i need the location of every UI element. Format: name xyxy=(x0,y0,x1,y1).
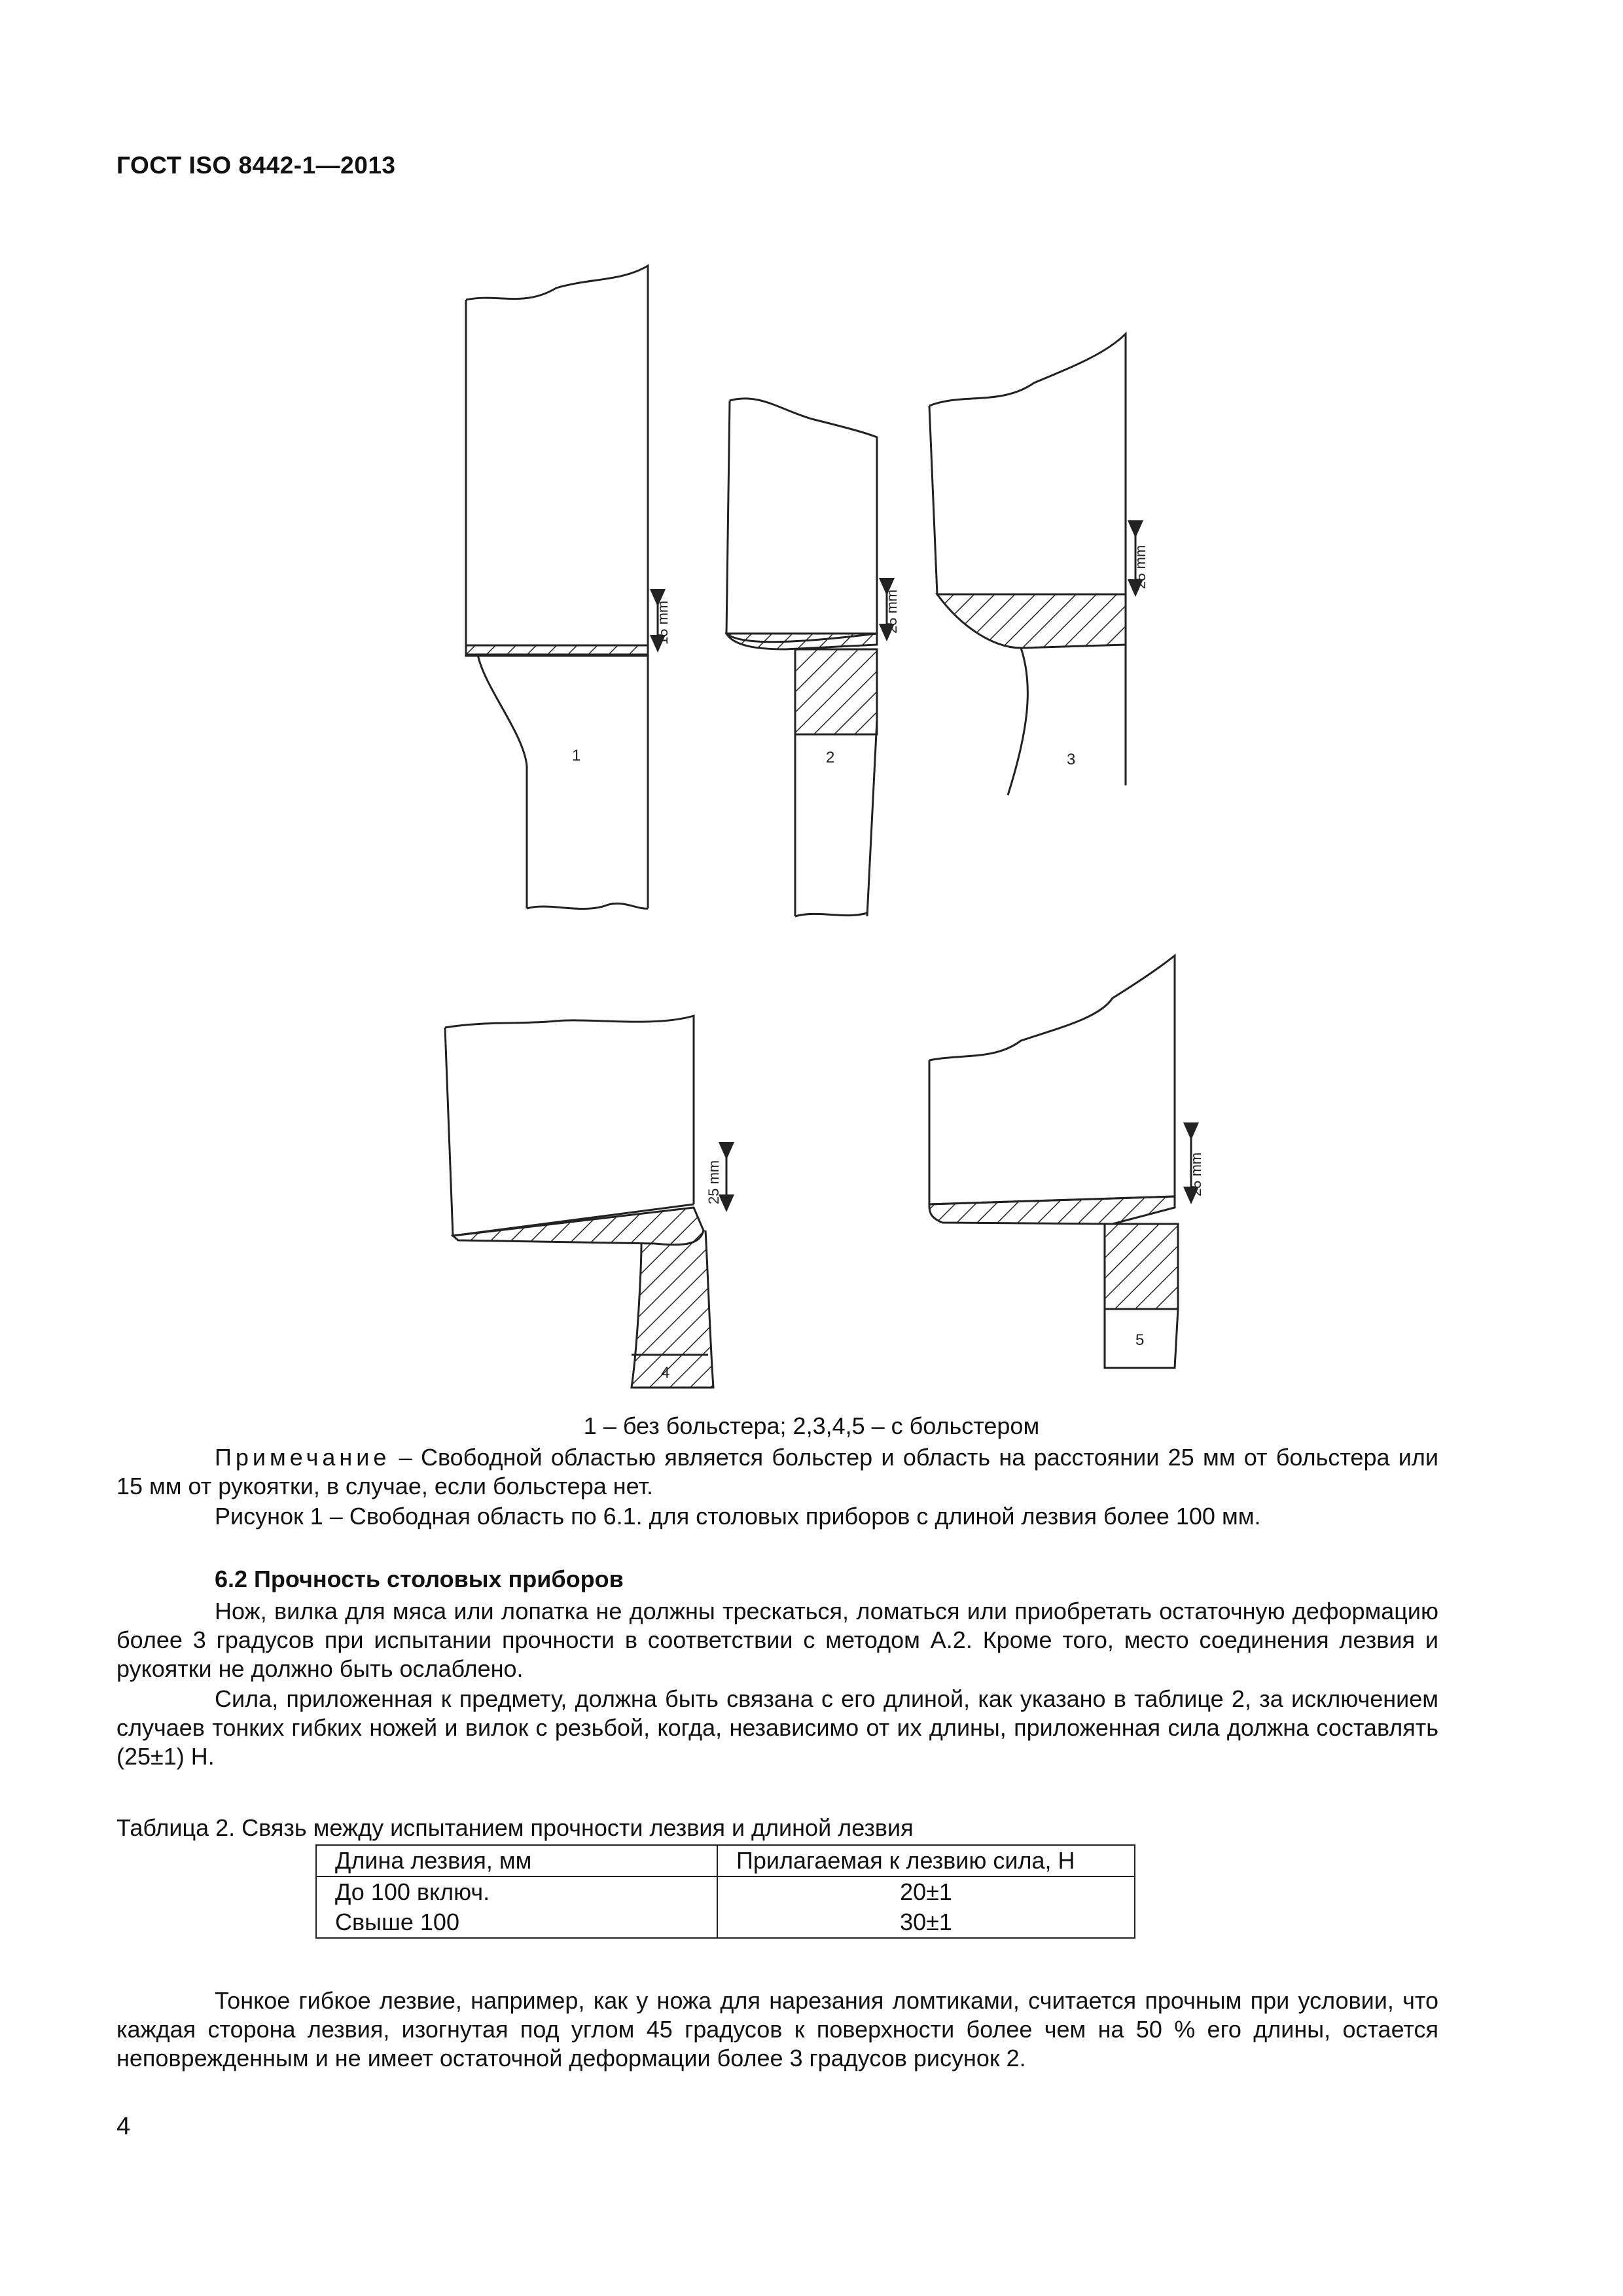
table-header-cell: Длина лезвия, мм xyxy=(316,1845,717,1876)
figure-note xyxy=(116,1443,1438,1501)
drawing-label: 3 xyxy=(1067,751,1076,768)
document-header: ГОСТ ISO 8442-1—2013 xyxy=(116,152,396,179)
drawing-label: 2 xyxy=(826,749,835,766)
table-cell-text: Свыше 100 xyxy=(335,1909,459,1935)
drawing-3 xyxy=(929,334,1135,795)
table-cell-text: До 100 включ. xyxy=(335,1878,490,1905)
paragraph: Сила, приложенная к предмету, должна быть связана с его длиной, как указано в таблице 2, за исключением случаев тонких гибких ножей и вилок с резьбой, когда, независимо от их длины, приложенная сила должна составлять (25±1) Н. xyxy=(116,1685,1438,1770)
table-header-row xyxy=(316,1845,1135,1876)
table-header-cell: Прилагаемая к лезвию сила, Н xyxy=(717,1845,1135,1876)
dim-label-25mm: 25 mm xyxy=(705,1160,722,1204)
page-number: 4 xyxy=(116,2113,131,2140)
table-cell-text: 20±1 xyxy=(900,1878,952,1905)
drawing-5 xyxy=(929,956,1191,1368)
table-row xyxy=(316,1907,1135,1938)
drawing-1 xyxy=(466,266,658,908)
table-row xyxy=(316,1876,1135,1907)
note-label: Примечание xyxy=(215,1444,391,1471)
drawing-4 xyxy=(445,1016,726,1388)
paragraph: Тонкое гибкое лезвие, например, как у ножа для нарезания ломтиками, считается прочным при условии, что каждая сторона лезвия, изогнутая под углом 45 градусов к поверхности более чем на 50 % его длины, остается неповрежденным и не имеет остаточной деформации более 3 градусов рисунок 2. xyxy=(116,1987,1438,2072)
table-cell xyxy=(717,1876,1135,1907)
table-caption: Таблица 2. Связь между испытанием прочности лезвия и длиной лезвия xyxy=(116,1814,914,1841)
dim-label-25mm: 25 mm xyxy=(883,589,900,634)
note-text: – Свободной областью является больстер и область на расстоянии 25 мм от больстера или 15 мм от рукоятки, в случае, если больстера нет. xyxy=(116,1444,1438,1499)
figure-legend: 1 – без больстера; 2,3,4,5 – с больстером xyxy=(583,1412,1040,1439)
table-2 xyxy=(315,1844,1135,1939)
table-cell xyxy=(316,1907,717,1938)
section-title: 6.2 Прочность столовых приборов xyxy=(215,1566,624,1592)
table-cell-text: 30±1 xyxy=(900,1909,952,1935)
drawing-2 xyxy=(726,399,887,916)
paragraph: Нож, вилка для мяса или лопатка не должны трескаться, ломаться или приобретать остаточную деформацию более 3 градусов при испытании прочности в соответствии с методом А.2. Кроме того, место соединения лезвия и рукоятки не должно быть ослаблено. xyxy=(116,1598,1438,1682)
drawing-label: 5 xyxy=(1135,1331,1145,1349)
dim-label-25mm: 25 mm xyxy=(1188,1152,1204,1196)
dim-label-15mm: 15 mm xyxy=(654,600,671,645)
table-cell xyxy=(717,1907,1135,1938)
drawing-label: 4 xyxy=(661,1364,670,1382)
figure-caption: Рисунок 1 – Свободная область по 6.1. для столовых приборов с длиной лезвия более 100 мм. xyxy=(215,1503,1261,1530)
table-cell xyxy=(316,1876,717,1907)
drawing-label: 1 xyxy=(572,747,581,764)
dim-label-25mm: 25 mm xyxy=(1132,545,1149,589)
